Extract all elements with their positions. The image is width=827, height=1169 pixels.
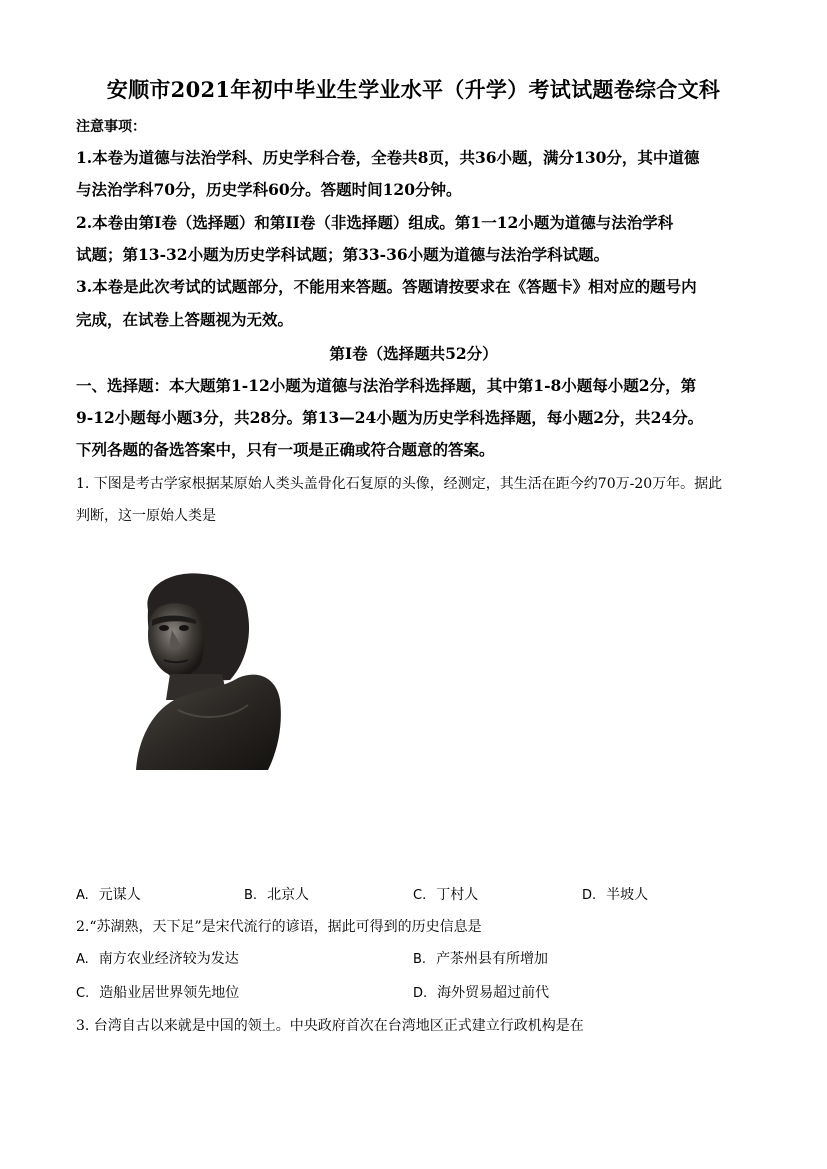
option-label: B.: [244, 888, 258, 903]
notice-line: 2.本卷由第I卷（选择题）和第II卷（非选择题）组成。第1一12小题为道德与法治学科: [76, 213, 674, 232]
notice-line: 完成，在试卷上答题视为无效。: [76, 310, 294, 329]
option-text: 北京人: [267, 887, 310, 903]
section-instruction: 下列各题的备选答案中，只有一项是正确或符合题意的答案。: [76, 440, 495, 459]
option-label: C.: [76, 986, 90, 1001]
option-label: C.: [413, 888, 427, 903]
q2-option-a: [76, 948, 239, 968]
option-text: 南方农业经济较为发达: [98, 951, 239, 967]
question-2-text: 2.“苏湖熟，天下足”是宋代流行的谚语，据此可得到的历史信息是: [76, 919, 482, 935]
notice-line: 试题；第13-32小题为历史学科试题；第33-36小题为道德与法治学科试题。: [76, 245, 610, 264]
question-1-text: 判断，这一原始人类是: [76, 508, 216, 524]
q2-option-c: [76, 982, 239, 1002]
option-text: 产茶州县有所增加: [436, 951, 549, 967]
option-label: A.: [76, 952, 89, 967]
notice-line: 3.本卷是此次考试的试题部分，不能用来答题。答题请按要求在《答题卡》相对应的题号内: [76, 277, 697, 296]
option-label: D.: [413, 986, 428, 1001]
question-3-text: 3. 台湾自古以来就是中国的领土。中央政府首次在台湾地区正式建立行政机构是在: [76, 1018, 584, 1034]
option-label: D.: [582, 888, 597, 903]
section-instruction: 一、选择题：本大题第1-12小题为道德与法治学科选择题，其中第1-8小题每小题2分，第: [76, 376, 697, 395]
page-title: 安顺市2021年初中毕业生学业水平（升学）考试试题卷综合文科: [106, 77, 721, 102]
option-label: A.: [76, 888, 89, 903]
q1-option-b: [244, 884, 309, 904]
notice-heading: 注意事项：: [76, 119, 146, 135]
option-text: 半坡人: [606, 887, 649, 903]
option-text: 丁村人: [436, 887, 479, 903]
notice-line: 1.本卷为道德与法治学科、历史学科合卷，全卷共8页，共36小题，满分130分，其中道德: [76, 148, 700, 167]
q2-option-d: [413, 982, 549, 1002]
notice-line: 与法治学科70分，历史学科60分。答题时间120分钟。: [76, 180, 462, 199]
section-instruction: 9-12小题每小题3分，共28分。第13—24小题为历史学科选择题，每小题2分，共24分。: [76, 408, 704, 427]
q2-option-b: [413, 948, 548, 968]
option-text: 造船业居世界领先地位: [99, 985, 240, 1001]
q1-option-d: [582, 884, 648, 904]
option-text: 海外贸易超过前代: [437, 985, 550, 1001]
option-label: B.: [413, 952, 427, 967]
question-1-text: 1. 下图是考古学家根据某原始人类头盖骨化石复原的头像，经测定，其生活在距今约70万-20万年。据此: [76, 476, 723, 492]
q1-option-a: [76, 884, 141, 904]
option-text: 元谋人: [98, 887, 141, 903]
section-title: 第I卷（选择题共52分）: [329, 344, 498, 363]
q1-option-c: [413, 884, 478, 904]
hominid-bust-image: [118, 570, 283, 770]
